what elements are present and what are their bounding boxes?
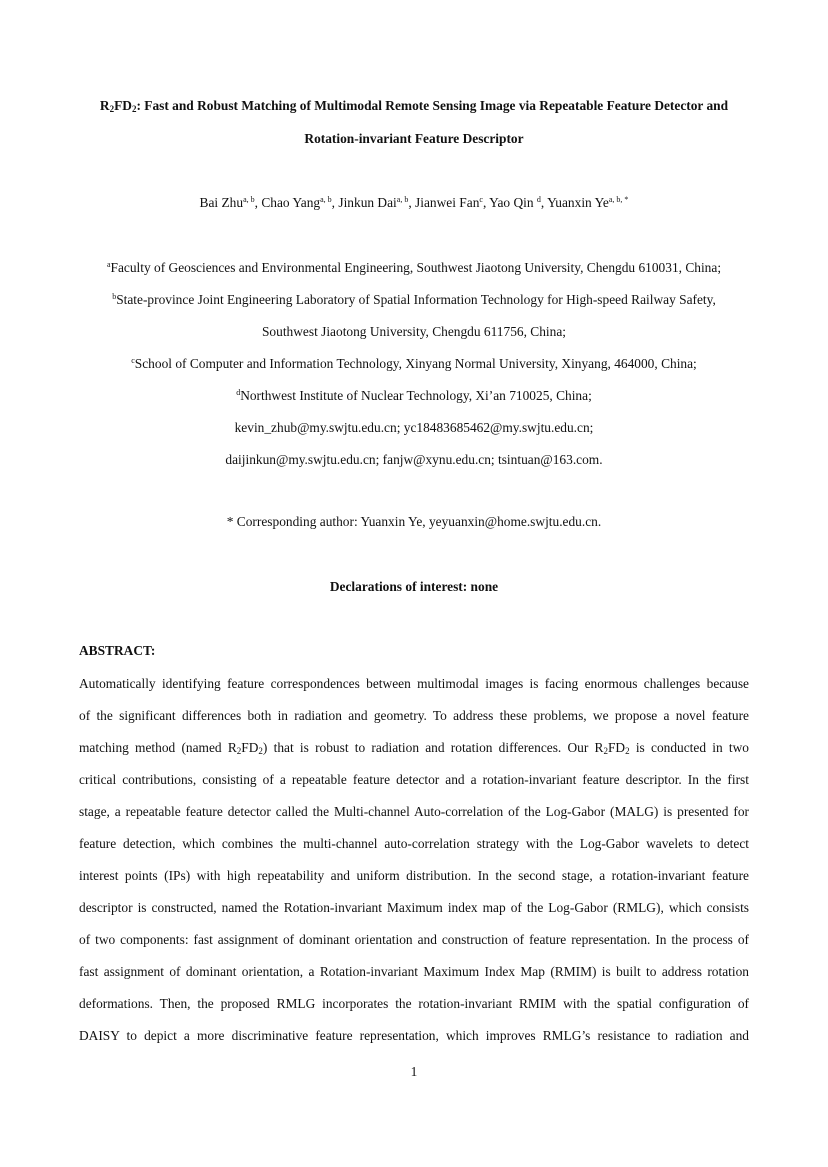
affiliation-a [0,259,828,277]
abstract-line: DAISY to depict a more discriminative feature representation, which improves RMLG’s resistance to radiation and [79,1028,749,1043]
author-name: Chao Yang [261,195,321,210]
author-separator: , [408,195,416,210]
author [200,195,262,210]
author-separator: , [254,195,262,210]
abstract-heading: ABSTRACT: [79,643,156,658]
abstract-line: feature detection, which combines the multi-channel auto-correlation strategy with the Log-Gabor wavelets to detect [79,836,749,851]
affiliation-mark: d [236,388,241,397]
affiliation-d [0,387,828,405]
author-name: Jianwei Fan [415,195,480,210]
title-rest: : Fast and Robust Matching of Multimodal Remote Sensing Image via Repeatable Feature Detector and [136,98,729,113]
author [489,195,547,210]
corresponding-author: * Corresponding author: Yuanxin Ye, yeyuanxin@home.swjtu.edu.cn. [226,514,602,529]
abstract-line: of the significant differences both in radiation and geometry. To address these problems, we propose a novel feature [79,708,749,723]
author-affiliation-mark: a, b, * [608,195,629,204]
subscript: 2 [603,746,608,756]
author-affiliation-mark: d [536,195,541,204]
author-affiliation-mark: a, b [396,195,409,204]
affiliation-b-continued [0,323,828,341]
subscript: 2 [258,746,263,756]
author-affiliation-mark: c [479,195,483,204]
affiliation-mark: b [112,292,117,301]
affiliation-mark: a [106,260,111,269]
abstract-line: matching method (named $R_2FD_2$) that is robust to radiation and rotation differences. Our $R_2FD_2$ is conducted in two [79,740,749,756]
page-number: 1 [410,1064,418,1079]
abstract-line: Automatically identifying feature correspondences between multimodal images is facing enormous challenges because [79,676,749,691]
title-fd-subscript: 2 [131,104,137,114]
author-affiliation-mark: a, b [320,195,332,204]
affiliation-mark: c [131,356,135,365]
abstract-line: stage, a repeatable feature detector called the Multi-channel Auto-correlation of the Log-Gabor (MALG) is presented for [79,804,749,819]
affiliation-text: Northwest Institute of Nuclear Technology, Xi’an 710025, China; [240,388,592,403]
author-separator: , [482,195,490,210]
author [547,195,628,210]
author [338,195,415,210]
abstract-line: deformations. Then, the proposed RMLG incorporates the rotation-invariant RMIM with the spatial configuration of [79,996,749,1011]
paper-title-line-2: Rotation-invariant Feature Descriptor [304,131,524,146]
abstract-line: of two components: fast assignment of dominant orientation and construction of feature representation. In the process of [79,932,749,947]
abstract-line: descriptor is constructed, named the Rotation-invariant Maximum index map of the Log-Gabor (RMLG), which consists [79,900,749,915]
affiliation-text: Southwest Jiaotong University, Chengdu 611756, China; [261,324,566,339]
affiliation-b [0,291,828,309]
author-separator: , [331,195,339,210]
author-name: Jinkun Dai [338,195,397,210]
affiliation-text: Faculty of Geosciences and Environmental Engineering, Southwest Jiaotong University, Chengdu 610031, China; [110,260,722,275]
title-r-subscript: 2 [109,104,115,114]
title-fd: FD [114,98,132,113]
paper-title-line-1 [60,98,768,114]
affiliation-c [0,355,828,373]
author-name: Yao Qin [489,195,537,210]
author-separator: , [540,195,548,210]
title-r: R [99,98,110,113]
email-list: kevin_zhub@my.swjtu.edu.cn; yc18483685462@my.swjtu.edu.cn; [234,420,594,435]
author-emails-line-2 [0,451,828,469]
author [415,195,489,210]
affiliation-text: School of Computer and Information Technology, Xinyang Normal University, Xinyang, 464000, China; [134,356,697,371]
subscript: 2 [625,746,630,756]
abstract-line: fast assignment of dominant orientation, a Rotation-invariant Maximum Index Map (RMIM) is built to address rotation [79,964,749,979]
abstract-line: interest points (IPs) with high repeatability and uniform distribution. In the second stage, a rotation-invariant feature [79,868,749,883]
author-name: Bai Zhu [199,195,244,210]
author-affiliation-mark: a, b [243,195,255,204]
email-list: daijinkun@my.swjtu.edu.cn; fanjw@xynu.edu.cn; tsintuan@163.com. [225,452,603,467]
affiliation-text: State-province Joint Engineering Laboratory of Spatial Information Technology for High-speed Railway Safety, [116,292,716,307]
author-emails-line-1 [0,419,828,437]
author-name: Yuanxin Ye [547,195,609,210]
declarations-of-interest: Declarations of interest: none [329,579,499,594]
abstract-line: critical contributions, consisting of a repeatable feature detector and a rotation-invariant feature descriptor. In the first [79,772,749,787]
subscript: 2 [236,746,242,756]
author [261,195,338,210]
author-list [0,194,828,212]
